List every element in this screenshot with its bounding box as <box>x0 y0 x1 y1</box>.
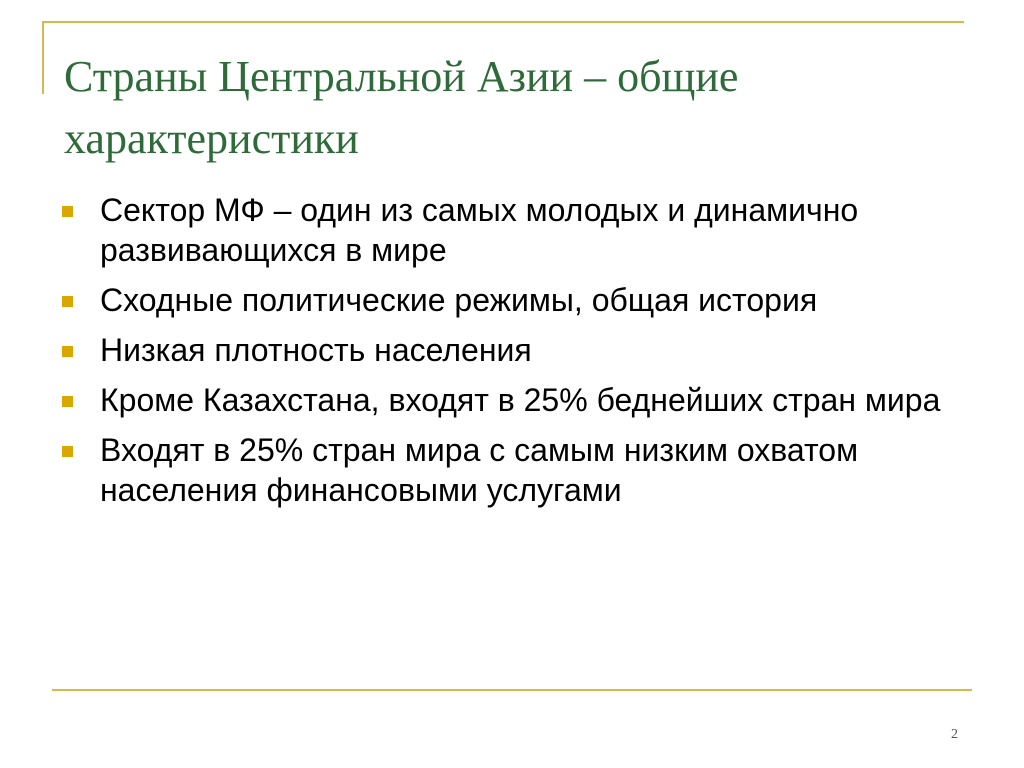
bullet-item <box>62 380 962 420</box>
bullet-item <box>62 430 962 510</box>
frame-left-line <box>42 21 44 94</box>
bullet-item <box>62 280 962 320</box>
square-bullet-icon <box>62 446 73 457</box>
bullet-text: Низкая плотность населения <box>100 332 532 368</box>
bullet-item <box>62 330 962 370</box>
page-number: 2 <box>951 727 958 742</box>
square-bullet-icon <box>62 206 73 217</box>
bullet-text: Сектор МФ – один из самых молодых и динамично развивающихся в мире <box>100 192 859 268</box>
bullet-text: Кроме Казахстана, входят в 25% беднейших стран мира <box>100 382 941 418</box>
slide-title: Страны Центральной Азии – общие характеристики <box>64 52 739 163</box>
bullet-item <box>62 190 962 270</box>
bullet-list <box>62 190 962 520</box>
frame-top-line <box>42 21 964 23</box>
square-bullet-icon <box>62 346 73 357</box>
square-bullet-icon <box>62 296 73 307</box>
bullet-text: Входят в 25% стран мира с самым низким охватом населения финансовыми услугами <box>100 432 859 508</box>
square-bullet-icon <box>62 396 73 407</box>
frame-bottom-line <box>52 689 972 691</box>
bullet-text: Сходные политические режимы, общая история <box>100 282 818 318</box>
